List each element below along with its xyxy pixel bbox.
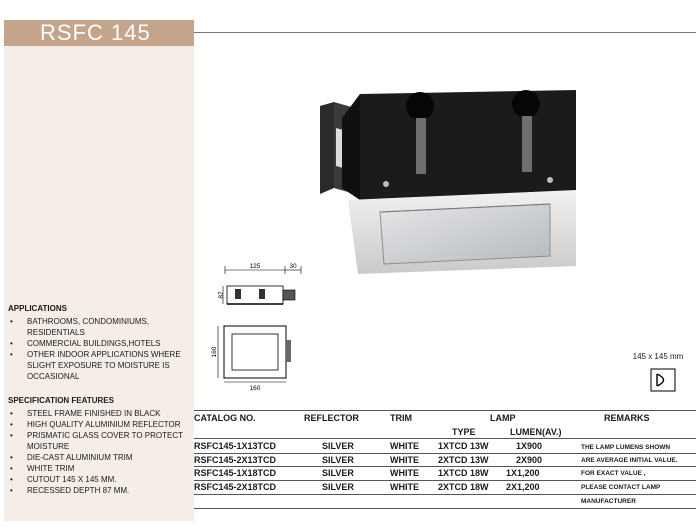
bullet-icon: • — [10, 453, 13, 462]
col-header-reflector: REFLECTOR — [304, 413, 359, 423]
cutout-label: 145 x 145 mm — [632, 352, 684, 361]
list-item: • OTHER INDOOR APPLICATIONS WHERE SLIGHT EXPOSURE TO MOISTURE IS OCCASIONAL — [10, 350, 181, 381]
cell-reflector: SILVER — [322, 441, 354, 451]
bullet-icon: • — [10, 350, 13, 359]
ip-badge-icon — [650, 368, 676, 392]
dim-bottom-label: 160 — [249, 385, 261, 392]
table-rule — [194, 494, 696, 495]
cell-reflector: SILVER — [322, 482, 354, 492]
remarks-line: PLEASE CONTACT LAMP — [581, 484, 661, 491]
page-title: RSFC 145 — [40, 20, 151, 45]
face-view-drawing — [206, 322, 296, 392]
cell-lumen: 2X900 — [516, 455, 543, 465]
bullet-icon: • — [10, 475, 13, 484]
table-rule — [194, 438, 696, 439]
cell-trim: WHITE — [390, 468, 419, 478]
applications-title: APPLICATIONS — [8, 304, 67, 313]
table-rule — [194, 466, 696, 467]
col-header-trim: TRIM — [390, 413, 412, 423]
bullet-icon: • — [10, 409, 13, 418]
cell-catalog: RSFC145-2X18TCD — [194, 482, 277, 492]
list-item: • HIGH QUALITY ALUMINIUM REFLECTOR — [10, 420, 181, 429]
cell-lumen: 1X1,200 — [506, 468, 540, 478]
list-item: • DIE-CAST ALUMINIUM TRIM — [10, 453, 133, 462]
table-rule — [194, 453, 696, 454]
applications-list — [8, 316, 194, 382]
cell-lamp-type: 2XTCD 18W — [438, 482, 489, 492]
list-item: • STEEL FRAME FINISHED IN BLACK — [10, 409, 161, 418]
cell-lamp-type: 1XTCD 13W — [438, 441, 489, 451]
dim-width-label: 125 — [249, 263, 261, 270]
bullet-icon: • — [10, 317, 13, 326]
dim-depth-label: 87 — [218, 291, 225, 299]
bullet-icon: • — [10, 420, 13, 429]
list-item: • PRISMATIC GLASS COVER TO PROTECT MOISTURE — [10, 431, 183, 451]
col-header-type: TYPE — [452, 427, 476, 437]
remarks-line: ARE AVERAGE INITIAL VALUE. — [581, 457, 678, 464]
cell-trim: WHITE — [390, 482, 419, 492]
cell-reflector: SILVER — [322, 455, 354, 465]
remarks-line: MANUFACTURER — [581, 498, 636, 505]
bullet-icon: • — [10, 339, 13, 348]
col-header-lamp: LAMP — [490, 413, 516, 423]
list-item: • BATHROOMS, CONDOMINIUMS, RESIDENTIALS — [10, 317, 150, 337]
cell-lumen: 2X1,200 — [506, 482, 540, 492]
cell-lamp-type: 1XTCD 18W — [438, 468, 489, 478]
table-rule — [194, 410, 696, 411]
cell-trim: WHITE — [390, 441, 419, 451]
col-header-lumen: LUMEN(AV.) — [510, 427, 562, 437]
col-header-remarks: REMARKS — [604, 413, 650, 423]
cell-reflector: SILVER — [322, 468, 354, 478]
cell-catalog: RSFC145-1X13TCD — [194, 441, 277, 451]
cell-catalog: RSFC145-1X18TCD — [194, 468, 277, 478]
dim-offset-label: 30 — [289, 263, 297, 270]
cell-trim: WHITE — [390, 455, 419, 465]
title-bar — [4, 20, 194, 46]
bullet-icon: • — [10, 486, 13, 495]
list-item: • CUTOUT 145 X 145 MM. — [10, 475, 117, 484]
remarks-line: THE LAMP LUMENS SHOWN — [581, 444, 671, 451]
specification-list — [8, 408, 194, 496]
dim-side-label: 160 — [211, 346, 218, 358]
header-divider — [194, 32, 696, 33]
col-header-catalog: CATALOG NO. — [194, 413, 256, 423]
product-photo — [312, 88, 588, 278]
side-view-drawing — [213, 262, 309, 316]
remarks-line: FOR EXACT VALUE , — [581, 470, 646, 477]
table-rule — [194, 480, 696, 481]
bullet-icon: • — [10, 464, 13, 473]
table-rule — [194, 508, 696, 509]
list-item: • RECESSED DEPTH 87 MM. — [10, 486, 130, 495]
bullet-icon: • — [10, 431, 13, 440]
cell-lamp-type: 2XTCD 13W — [438, 455, 489, 465]
list-item: • COMMERCIAL BUILDINGS,HOTELS — [10, 339, 161, 348]
cell-lumen: 1X900 — [516, 441, 543, 451]
sidebar — [4, 46, 194, 521]
cell-catalog: RSFC145-2X13TCD — [194, 455, 277, 465]
list-item: • WHITE TRIM — [10, 464, 75, 473]
specification-title: SPECIFICATION FEATURES — [8, 396, 114, 405]
